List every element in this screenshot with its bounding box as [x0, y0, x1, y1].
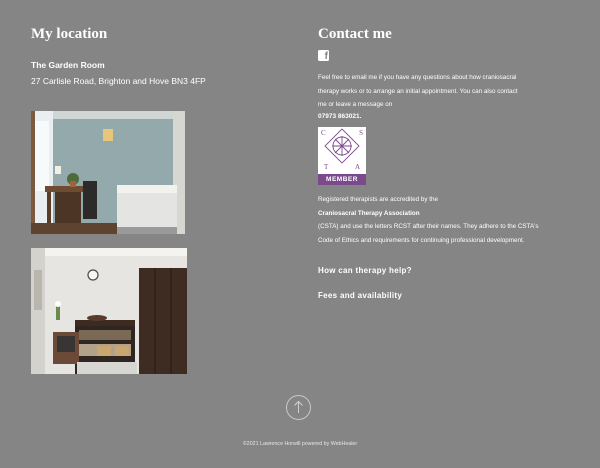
- csta-member-badge: [318, 127, 366, 185]
- scroll-top-button[interactable]: [286, 395, 311, 420]
- registration-line: (CSTA) and use the letters RCST after their names. They adhere to the CSTA's: [318, 223, 539, 230]
- badge-letter: A: [354, 163, 360, 171]
- fees-availability-link[interactable]: Fees and availability: [318, 291, 403, 300]
- contact-intro: [318, 71, 568, 112]
- waiting-area-photo: [31, 248, 187, 374]
- location-heading: My location: [31, 26, 108, 42]
- contact-heading: Contact me: [318, 26, 392, 42]
- badge-letter: T: [324, 163, 329, 171]
- badge-letter: S: [359, 129, 363, 137]
- arrow-up-icon: [287, 396, 310, 419]
- badge-label: MEMBER: [318, 174, 366, 185]
- association-name: Craniosacral Therapy Association: [318, 209, 420, 217]
- facebook-icon[interactable]: f: [318, 50, 329, 61]
- place-name: The Garden Room: [31, 60, 105, 70]
- address: 27 Carlisle Road, Brighton and Hove BN3 4FP: [31, 76, 206, 86]
- registration-line: Code of Ethics and requirements for continuing professional development.: [318, 236, 525, 244]
- footer-credit: ©2021 Lawrence Horwill powered by WebHealer: [242, 441, 358, 447]
- badge-letter: C: [321, 129, 326, 137]
- contact-intro-line: Feel free to email me if you have any questions about how craniosacral: [318, 74, 517, 81]
- registration-info: [318, 193, 580, 247]
- phone-number: 07973 863021.: [318, 113, 362, 120]
- therapy-help-link[interactable]: How can therapy help?: [318, 266, 412, 275]
- registration-line: Registered therapists are accredited by the: [318, 196, 439, 203]
- contact-intro-line: me or leave a message on: [318, 101, 393, 108]
- contact-intro-line: therapy works or to arrange an initial appointment. You can also contact: [318, 87, 518, 95]
- therapy-room-photo: [31, 111, 185, 234]
